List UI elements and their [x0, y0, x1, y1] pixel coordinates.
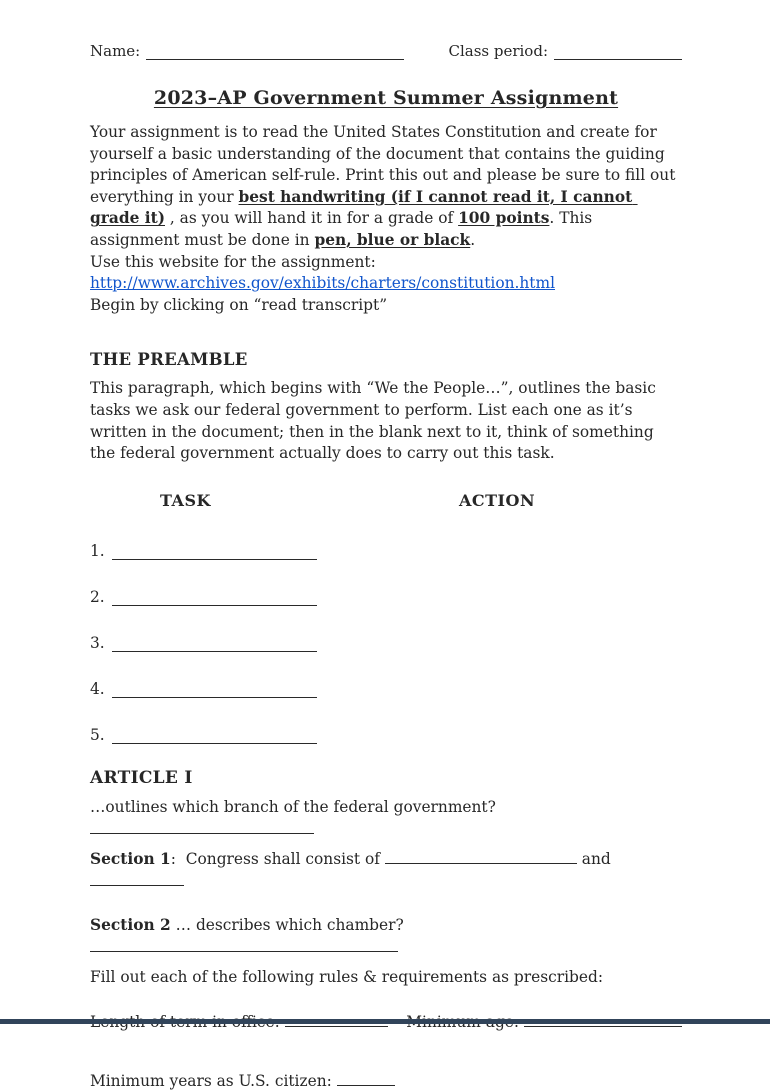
task-blank-5[interactable]: [112, 729, 317, 744]
class-period-label: Class period:: [448, 42, 548, 60]
task-list-item: [90, 538, 682, 560]
task-number: 2.: [90, 587, 105, 606]
section2-blank[interactable]: [90, 937, 398, 952]
task-number: 1.: [90, 541, 105, 560]
section1-blank-2[interactable]: [90, 871, 184, 886]
task-blank-4[interactable]: [112, 683, 317, 698]
citizen-label: Minimum years as U.S. citizen:: [90, 1071, 337, 1090]
section1-line: [90, 848, 682, 892]
branch-answer-blank[interactable]: [90, 819, 314, 834]
article1-heading: ARTICLE I: [90, 767, 193, 788]
intro-block: [90, 122, 682, 316]
action-column-header: ACTION: [458, 490, 536, 510]
website-instruction: Use this website for the assignment:: [90, 252, 376, 271]
intro-pen-emphasis: pen, blue or black: [314, 230, 471, 249]
task-number: 3.: [90, 633, 105, 652]
task-list-item: [90, 676, 682, 698]
section2-text: … describes which chamber?: [170, 915, 409, 934]
task-number: 5.: [90, 725, 105, 744]
task-list-item: [90, 630, 682, 652]
section1-label: Section 1: [90, 849, 171, 868]
branch-question-line: [90, 796, 682, 840]
section1-blank-1[interactable]: [385, 849, 577, 864]
class-period-field-group: [448, 42, 682, 60]
citizen-blank[interactable]: [337, 1071, 395, 1086]
page-bottom-edge: [0, 1019, 770, 1024]
task-list-item: [90, 722, 682, 744]
task-list: [90, 538, 682, 744]
intro-seg5: . This assignment must be done in: [90, 209, 598, 249]
task-number: 4.: [90, 679, 105, 698]
branch-question-text: …outlines which branch of the federal government?: [90, 797, 501, 816]
section2-line: [90, 914, 682, 958]
task-blank-3[interactable]: [112, 637, 317, 652]
intro-handwriting-emphasis: best handwriting (if I cannot read it, I cannot grade it): [90, 187, 638, 228]
intro-points-emphasis: 100 points: [458, 209, 550, 228]
section1-and: and: [576, 849, 616, 868]
intro-seg7: .: [470, 230, 476, 249]
class-period-input-blank[interactable]: [554, 45, 682, 60]
begin-instruction: Begin by clicking on “read transcript”: [90, 295, 388, 314]
task-list-item: [90, 584, 682, 606]
section1-text: : Congress shall consist of: [170, 849, 385, 868]
name-label: Name:: [90, 42, 141, 60]
task-blank-1[interactable]: [112, 545, 317, 560]
intro-seg3: , as you will hand it in for a grade of: [165, 209, 459, 228]
fill-out-instruction: Fill out each of the following rules & requirements as prescribed:: [90, 967, 604, 986]
constitution-link[interactable]: http://www.archives.gov/exhibits/charters/constitution.html: [90, 274, 556, 293]
intro-seg1: Your assignment is to read the United States Constitution and create for yourself a basic understanding of the document that contains the guiding principles of American self-rule. Print this out and please be sure to fill out everything in your: [90, 123, 681, 206]
section2-label: Section 2: [90, 915, 171, 934]
header-row: [90, 42, 682, 60]
preamble-description: This paragraph, which begins with “We the People…”, outlines the basic tasks we ask our federal government to perform. List each one as it’s written in the document; then in the blank next to it, think of something the federal government actually does to carry out this task.: [90, 379, 656, 463]
name-input-blank[interactable]: [146, 45, 404, 60]
assignment-title: 2023–AP Government Summer Assignment: [153, 87, 619, 109]
name-field-group: [90, 42, 404, 60]
citizen-row: [90, 1071, 682, 1090]
task-column-header: TASK: [160, 490, 211, 510]
intro-paragraph: [90, 122, 682, 252]
task-blank-2[interactable]: [112, 591, 317, 606]
preamble-heading: THE PREAMBLE: [90, 350, 248, 370]
column-headers: [90, 491, 682, 510]
